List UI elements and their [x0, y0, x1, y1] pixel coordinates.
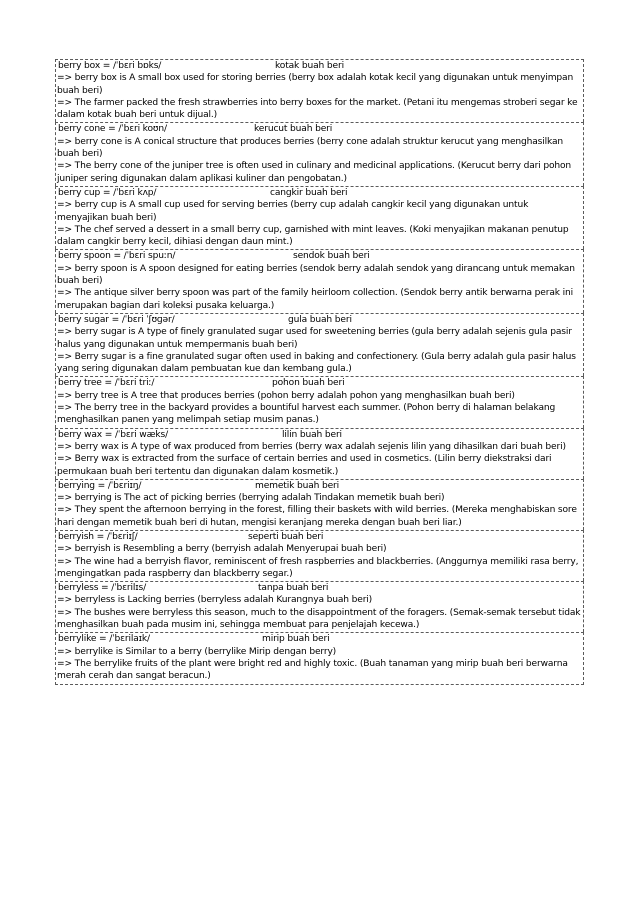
- example: => The berrylike fruits of the plant were bright red and highly toxic. (Buah tanaman yang mirip buah beri berwarna merah cerah dan sangat beracun.): [57, 658, 568, 682]
- definition: => berryish is Resembling a berry (berryish adalah Menyerupai buah beri): [57, 544, 387, 555]
- entry-header: [57, 633, 582, 645]
- entry-header: [57, 187, 582, 199]
- entry-berry-spoon: [55, 249, 584, 312]
- entry-berry-wax: [55, 428, 584, 479]
- headword: berry cup = /ˈbɛri kʌp/: [58, 187, 157, 198]
- translation: cangkir buah beri: [270, 187, 348, 198]
- entry-header: [57, 582, 582, 594]
- example: => The berry cone of the juniper tree is often used in culinary and medicinal applications. (Kerucut berry dari pohon juniper sering digunakan dalam aplikasi kuliner dan pengobatan.): [57, 161, 572, 184]
- definition: => berrylike is Similar to a berry (berrylike Mirip dengan berry): [57, 646, 337, 657]
- entry-berry-cone: [55, 122, 584, 185]
- example: => The berry tree in the backyard provides a bountiful harvest each summer. (Pohon berry di halaman belakang menghasilkan panen yang melimpah setiap musim panas.): [57, 403, 556, 426]
- headword: berryish = /ˈbɛriɪʃ/: [58, 531, 138, 542]
- example: => They spent the afternoon berrying in the forest, filling their baskets with wild berries. (Mereka menghabiskan sore hari dengan memetik buah beri di hutan, mengisi keranjang mereka dengan buah beri liar.): [57, 505, 577, 528]
- definition: => berrying is The act of picking berries (berrying adalah Tindakan memetik buah beri): [57, 493, 445, 504]
- entry-berryish: [55, 530, 584, 581]
- definition: => berry tree is A tree that produces berries (pohon berry adalah pohon yang menghasilkan buah beri): [57, 390, 515, 401]
- definition: => berryless is Lacking berries (berryless adalah Kurangnya buah beri): [57, 595, 373, 606]
- entry-header: [57, 377, 582, 389]
- headword: berryless = /ˈbɛrilɪs/: [58, 583, 146, 594]
- entry-berry-box: [55, 59, 584, 122]
- translation: seperti buah beri: [248, 531, 324, 542]
- entry-header: [57, 314, 582, 326]
- translation: gula buah beri: [288, 314, 352, 325]
- entry-header: [57, 480, 582, 492]
- definition: => berry sugar is A type of finely granulated sugar used for sweetening berries (gula berry adalah sejenis gula pasir halus yang digunakan untuk mempermanis buah beri): [57, 327, 572, 350]
- definition: => berry spoon is A spoon designed for eating berries (sendok berry adalah sendok yang dirancang untuk memakan buah beri): [57, 263, 575, 287]
- headword: berrying = /ˈbɛriɪŋ/: [58, 480, 142, 491]
- definition: => berry box is A small box used for storing berries (berry box adalah kotak kecil yang digunakan untuk menyimpan buah beri): [57, 73, 574, 96]
- entry-header: [57, 429, 582, 441]
- entry-header: [57, 60, 582, 72]
- translation: kotak buah beri: [275, 61, 344, 71]
- example: => Berry sugar is a fine granulated sugar often used in baking and confectionery. (Gula berry adalah gula pasir halus yang sering digunakan dalam pembuatan kue dan kembang gula.): [57, 351, 576, 375]
- entry-berry-tree: [55, 376, 584, 427]
- example: => Berry wax is extracted from the surface of certain berries and used in cosmetics. (Lilin berry diekstraksi dari permukaan buah beri tertentu dan digunakan dalam kosmetik.): [57, 454, 552, 477]
- entry-berrying: [55, 479, 584, 530]
- example: => The antique silver berry spoon was part of the family heirloom collection. (Sendok berry antik berwarna perak ini merupakan bagian dari koleksi pusaka keluarga.): [57, 288, 573, 311]
- definition: => berry cup is A small cup used for serving berries (berry cup adalah cangkir kecil yang digunakan untuk menyajikan buah beri): [57, 200, 529, 223]
- entry-berrylike: [55, 632, 584, 684]
- entry-header: [57, 531, 582, 543]
- entry-berryless: [55, 581, 584, 632]
- entry-header: [57, 123, 582, 135]
- translation: lilin buah beri: [282, 429, 342, 440]
- headword: berry wax = /ˈbɛri wæks/: [58, 429, 168, 440]
- headword: berry sugar = /ˈbɛri ˈʃʊɡər/: [58, 314, 175, 325]
- headword: berry cone = /ˈbɛri koʊn/: [58, 124, 167, 135]
- entry-berry-cup: [55, 186, 584, 249]
- translation: tanpa buah beri: [258, 583, 329, 594]
- dictionary-page: [55, 59, 584, 685]
- headword: berry tree = /ˈbɛri triː/: [58, 378, 155, 389]
- translation: sendok buah beri: [293, 251, 370, 262]
- translation: memetik buah beri: [255, 480, 340, 491]
- example: => The farmer packed the fresh strawberries into berry boxes for the market. (Petani itu mengemas stroberi segar ke dalam kotak buah beri untuk dijual.): [57, 97, 578, 121]
- definition: => berry wax is A type of wax produced from berries (berry wax adalah sejenis lilin yang dihasilkan dari buah beri): [57, 441, 566, 452]
- headword: berry spoon = /ˈbɛri spuːn/: [58, 251, 176, 262]
- entry-header: [57, 250, 582, 262]
- headword: berry box = /ˈbɛri bɒks/: [58, 61, 162, 71]
- translation: pohon buah beri: [272, 378, 345, 389]
- headword: berrylike = /ˈbɛrilaɪk/: [58, 634, 150, 645]
- example: => The wine had a berryish flavor, reminiscent of fresh raspberries and blackberries. (Anggurnya memiliki rasa berry, mengingatkan pada raspberry dan blackberry segar.): [57, 556, 579, 579]
- example: => The chef served a dessert in a small berry cup, garnished with mint leaves. (Koki menyajikan makanan penutup dalam cangkir berry kecil, dihiasi dengan daun mint.): [57, 224, 569, 248]
- translation: kerucut buah beri: [254, 124, 333, 135]
- translation: mirip buah beri: [262, 634, 330, 645]
- entry-berry-sugar: [55, 313, 584, 376]
- definition: => berry cone is A conical structure that produces berries (berry cone adalah struktur kerucut yang menghasilkan buah beri): [57, 136, 564, 160]
- example: => The bushes were berryless this season, much to the disappointment of the foragers. (Semak-semak tersebut tidak menghasilkan buah pada musim ini, sehingga membuat para penjelajah kecewa.): [57, 607, 581, 631]
